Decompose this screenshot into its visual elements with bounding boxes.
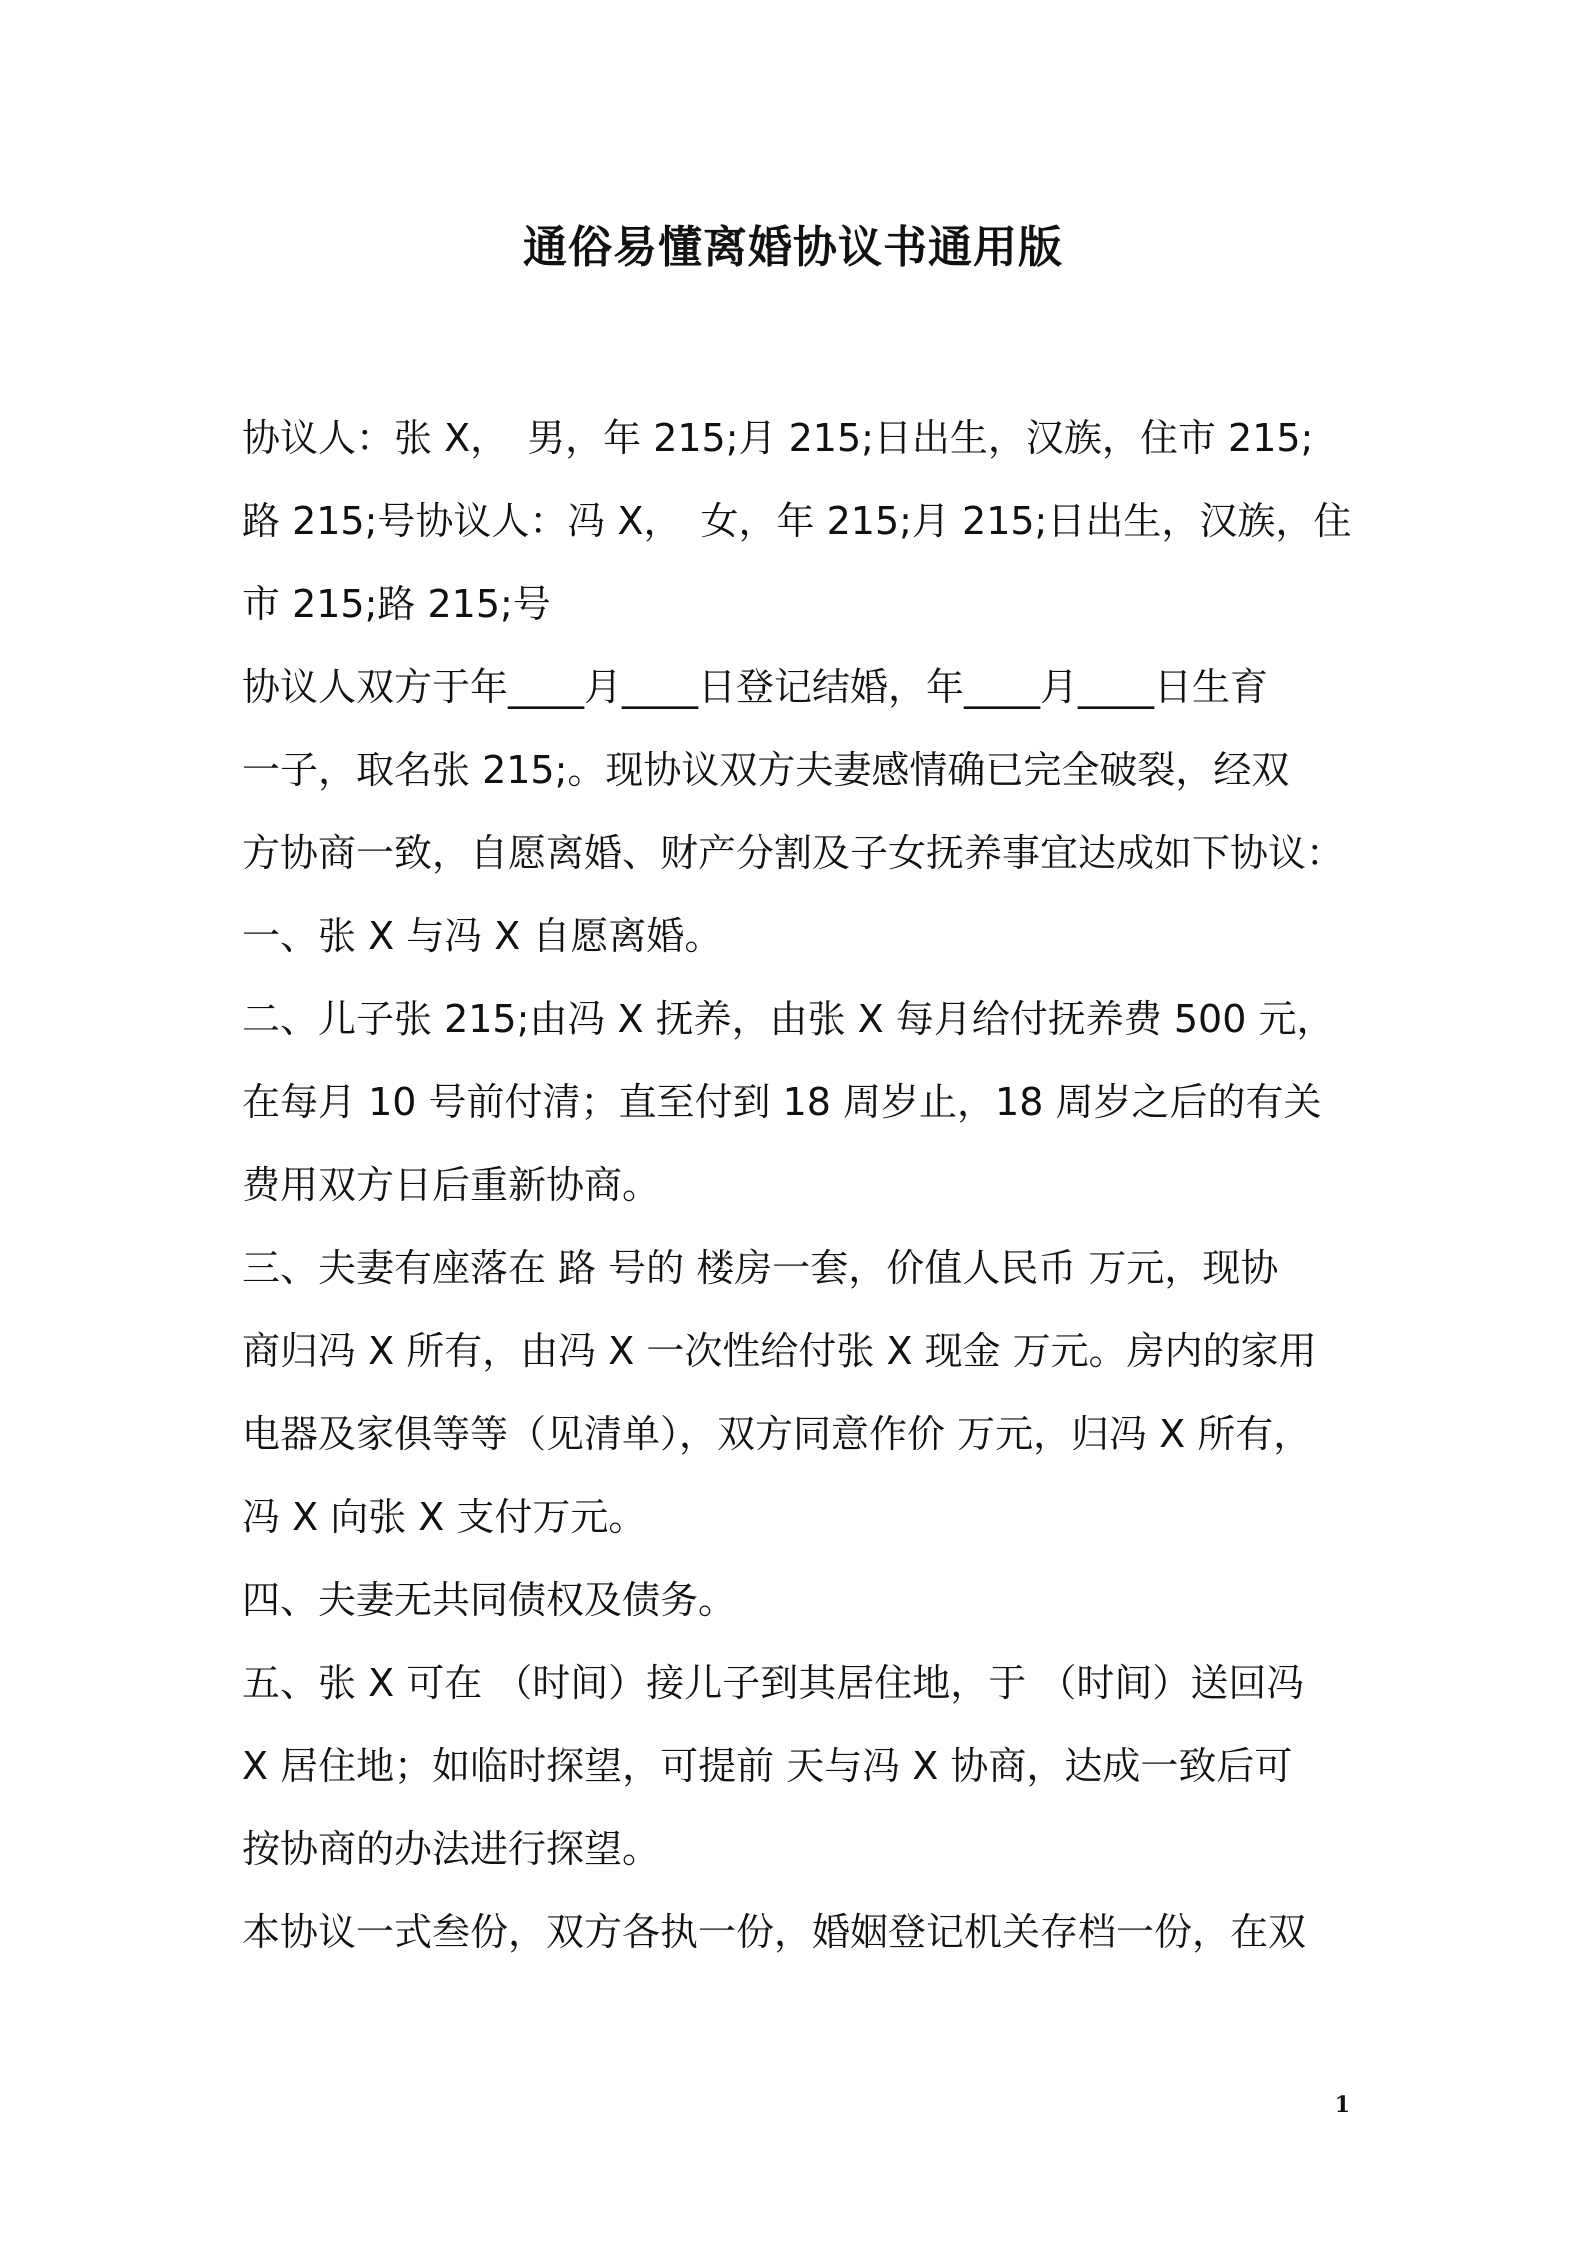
body-line: 一、张 X 与冯 X 自愿离婚。	[242, 914, 723, 958]
body-line: 冯 X 向张 X 支付万元。	[242, 1495, 647, 1539]
body-line: 四、夫妻无共同债权及债务。	[242, 1578, 737, 1622]
body-line: 方协商一致，自愿离婚、财产分割及子女抚养事宜达成如下协议：	[242, 831, 1345, 875]
page-number: 1	[1334, 2092, 1350, 2118]
body-line: 路 215;号协议人：冯 X， 女，年 215;月 215;日出生，汉族，住	[242, 499, 1352, 543]
document-title: 通俗易懂离婚协议书通用版	[523, 222, 1063, 273]
body-line: 按协商的办法进行探望。	[242, 1827, 661, 1871]
body-line: 费用双方日后重新协商。	[242, 1163, 661, 1207]
body-line: 协议人：张 X， 男，年 215;月 215;日出生，汉族，住市 215;	[242, 416, 1314, 460]
body-line: X 居住地；如临时探望，可提前 天与冯 X 协商，达成一致后可	[242, 1744, 1293, 1788]
body-line: 二、儿子张 215;由冯 X 抚养，由张 X 每月给付抚养费 500 元，	[242, 997, 1335, 1041]
body-line: 在每月 10 号前付清；直至付到 18 周岁止，18 周岁之后的有关	[242, 1080, 1322, 1124]
body-line: 三、夫妻有座落在 路 号的 楼房一套，价值人民币 万元，现协	[242, 1246, 1279, 1290]
body-line: 商归冯 X 所有，由冯 X 一次性给付张 X 现金 万元。房内的家用	[242, 1329, 1317, 1373]
body-line: 协议人双方于年____月____日登记结婚，年____月____日生育	[242, 665, 1269, 709]
body-line: 本协议一式叁份，双方各执一份，婚姻登记机关存档一份，在双	[242, 1910, 1307, 1954]
body-line: 五、张 X 可在 （时间）接儿子到其居住地，于 （时间）送回冯	[242, 1661, 1305, 1705]
body-line: 一子，取名张 215;。现协议双方夫妻感情确已完全破裂，经双	[242, 748, 1290, 792]
body-line: 电器及家俱等等（见清单），双方同意作价 万元，归冯 X 所有，	[242, 1412, 1312, 1456]
body-line: 市 215;路 215;号	[242, 582, 551, 626]
